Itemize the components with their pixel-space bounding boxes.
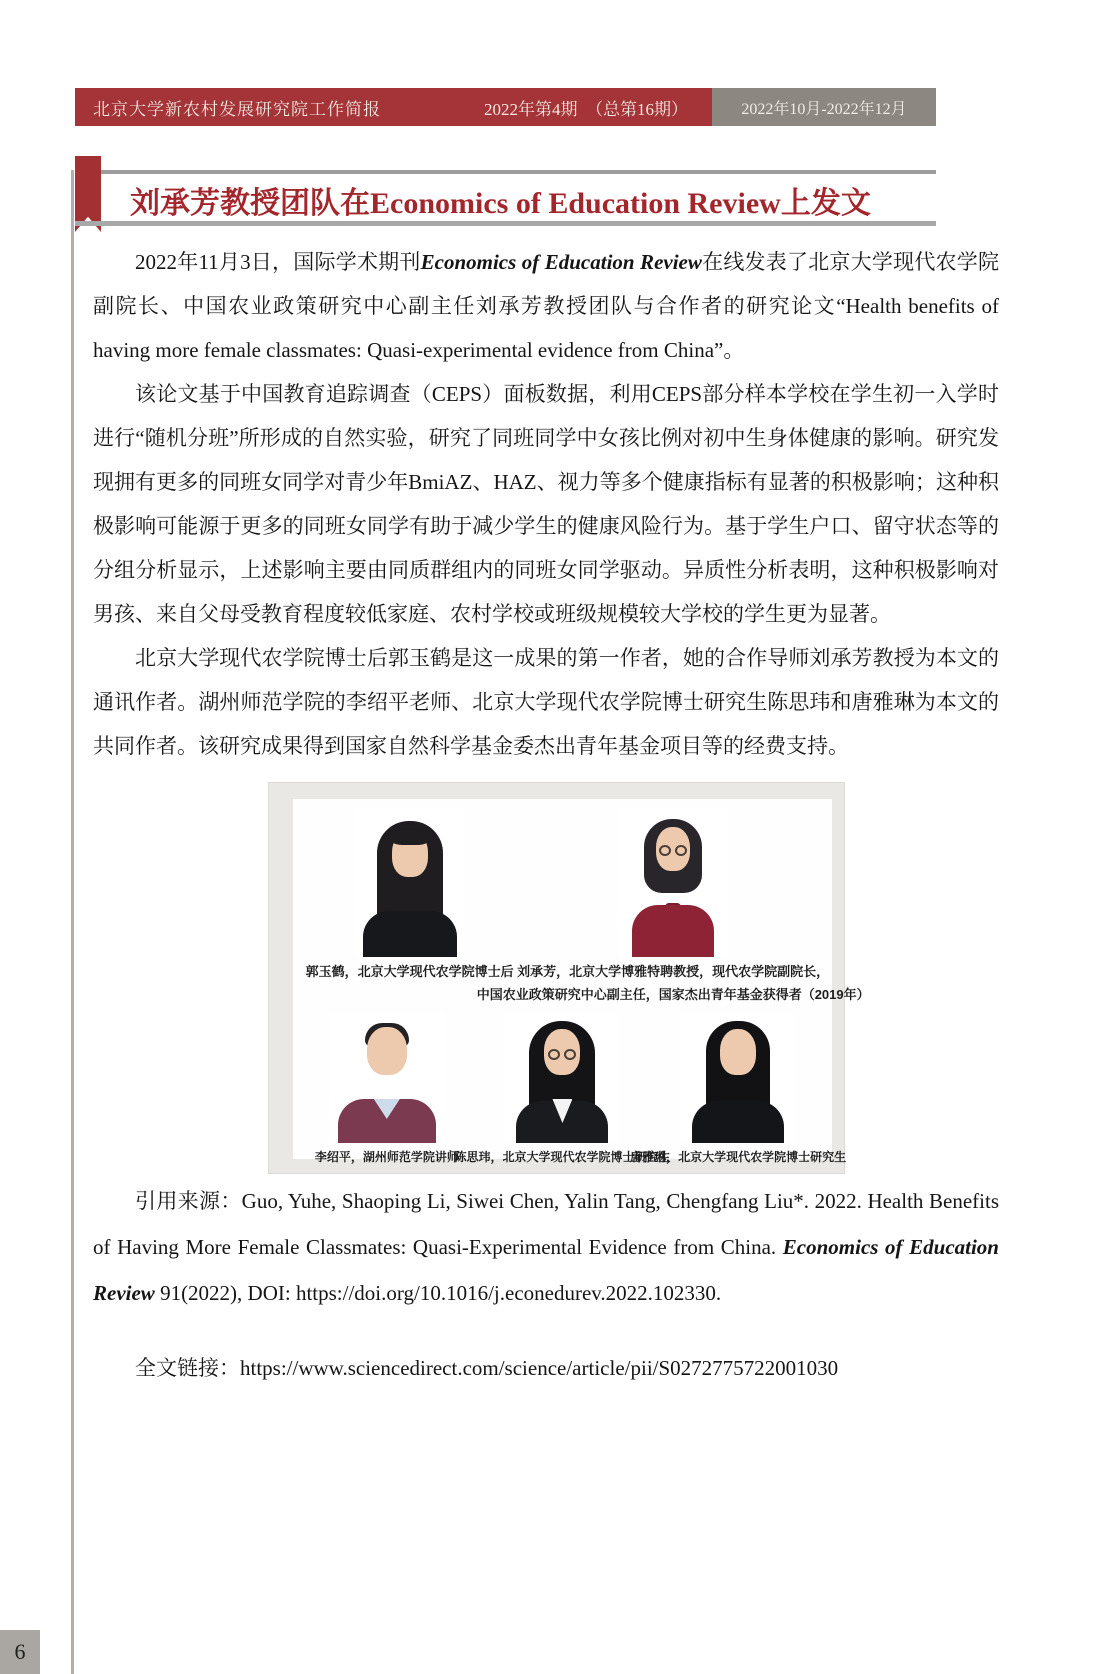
article-title-zh-post: 上发文 bbox=[780, 187, 871, 220]
portrait-caption-liu-line1: 刘承芳，北京大学博雅特聘教授，现代农学院副院长， bbox=[517, 964, 830, 979]
portrait-photo-li-shaoping bbox=[329, 1013, 445, 1143]
portrait-face bbox=[720, 1029, 756, 1075]
paragraph-1-text: 2022年11月3日，国际学术期刊 bbox=[135, 250, 421, 274]
full-text-link-label: 全文链接： bbox=[135, 1356, 240, 1380]
citation-text bbox=[93, 1178, 999, 1316]
header-bar bbox=[75, 88, 936, 126]
portrait-row-bottom bbox=[299, 1013, 847, 1166]
citation-journal-italic: Economics of Education Review bbox=[93, 1235, 999, 1305]
portrait-caption-liu-line2: 中国农业政策研究中心副主任，国家杰出青年基金获得者（2019年） bbox=[476, 987, 870, 1002]
page-number: 6 bbox=[0, 1630, 40, 1674]
portrait-clothing bbox=[692, 1101, 784, 1143]
journal-name-italic: Economics of Education Review bbox=[420, 250, 702, 274]
left-margin-rule bbox=[71, 170, 74, 1674]
portrait-card-liu-chengfang bbox=[476, 807, 870, 1003]
article-title-zh-pre: 刘承芳教授团队在 bbox=[130, 187, 370, 220]
portrait-bangs bbox=[390, 829, 430, 845]
glasses-icon bbox=[548, 1049, 576, 1060]
header-red-section bbox=[75, 88, 712, 126]
paragraph-1-text-cont: 在线发表了北京大学现代农学院副院长、中国农业政策研究中心副主任刘承芳教授团队与合作者的研究论文“Health benefits of having more female classmates: Quasi-experimental evidence from China”。 bbox=[93, 250, 999, 362]
portrait-face bbox=[367, 1027, 407, 1075]
portrait-row-top bbox=[299, 807, 870, 1003]
portrait-clothing bbox=[632, 905, 714, 957]
portrait-photo-tang-yalin bbox=[680, 1013, 796, 1143]
banner-rule-top bbox=[93, 170, 936, 174]
paragraph-1 bbox=[93, 240, 999, 372]
paragraph-3: 北京大学现代农学院博士后郭玉鹤是这一成果的第一作者，她的合作导师刘承芳教授为本文的通讯作者。湖州师范学院的李绍平老师、北京大学现代农学院博士研究生陈思玮和唐雅琳为本文的共同作者。该研究成果得到国家自然科学基金委杰出青年基金项目等的经费支持。 bbox=[93, 646, 999, 758]
full-text-url[interactable]: https://www.sciencedirect.com/science/article/pii/S0272775722001030 bbox=[240, 1356, 839, 1380]
article-title-journal: Economics of Education Review bbox=[370, 187, 781, 220]
newsletter-title: 北京大学新农村发展研究院工作简报 bbox=[93, 99, 381, 119]
portrait-photo-guo-yuhe bbox=[355, 807, 465, 957]
portrait-caption-chen: 陈思玮，北京大学现代农学院博士研究生 bbox=[454, 1150, 671, 1164]
article-body bbox=[93, 240, 999, 768]
date-range: 2022年10月-2022年12月 bbox=[712, 88, 936, 126]
portrait-card-tang-yalin bbox=[630, 1013, 847, 1166]
banner-rule-bottom bbox=[75, 221, 936, 226]
portrait-caption-guo: 郭玉鹤，北京大学现代农学院博士后 bbox=[305, 964, 514, 979]
issue-number: 2022年第4期 （总第16期） bbox=[484, 99, 688, 119]
paragraph-2: 该论文基于中国教育追踪调查（CEPS）面板数据，利用CEPS部分样本学校在学生初一入学时进行“随机分班”所形成的自然实验，研究了同班同学中女孩比例对初中生身体健康的影响。研究发现拥有更多的同班女同学对青少年BmiAZ、HAZ、视力等多个健康指标有显著的积极影响；这种积极影响可能源于更多的同班女同学有助于减少学生的健康风险行为。基于学生户口、留守状态等的分组分析显示，上述影响主要由同质群组内的同班女同学驱动。异质性分析表明，这种积极影响对男孩、来自父母受教育程度较低家庭、农村学校或班级规模较大学校的学生更为显著。 bbox=[93, 382, 999, 626]
portrait-caption-tang: 唐雅琳，北京大学现代农学院博士研究生 bbox=[630, 1150, 847, 1164]
portrait-photo-liu-chengfang bbox=[618, 807, 728, 957]
portrait-card-li-shaoping bbox=[299, 1013, 475, 1166]
citation-authors: 引用来源：Guo, Yuhe, Shaoping Li, Siwei Chen, Yalin Tang, Chengfang Liu*. 2022. Health Benefits of Having More Female Classmates: Quasi-Experimental Evidence from China. bbox=[93, 1189, 999, 1259]
portrait-card-chen-siwei bbox=[454, 1013, 671, 1166]
citation-doi: 91(2022), DOI: https://doi.org/10.1016/j.econedurev.2022.102330. bbox=[154, 1281, 722, 1305]
glasses-icon bbox=[659, 845, 687, 856]
portrait-card-guo-yuhe bbox=[299, 807, 520, 1003]
article-title bbox=[130, 178, 871, 222]
photo-collage bbox=[268, 782, 870, 1174]
portrait-clothing bbox=[363, 911, 457, 957]
full-text-link-line bbox=[93, 1352, 999, 1382]
portrait-photo-chen-siwei bbox=[504, 1013, 620, 1143]
photo-collage-inner bbox=[293, 799, 870, 1164]
portrait-caption-li: 李绍平，湖州师范学院讲师 bbox=[314, 1150, 459, 1164]
